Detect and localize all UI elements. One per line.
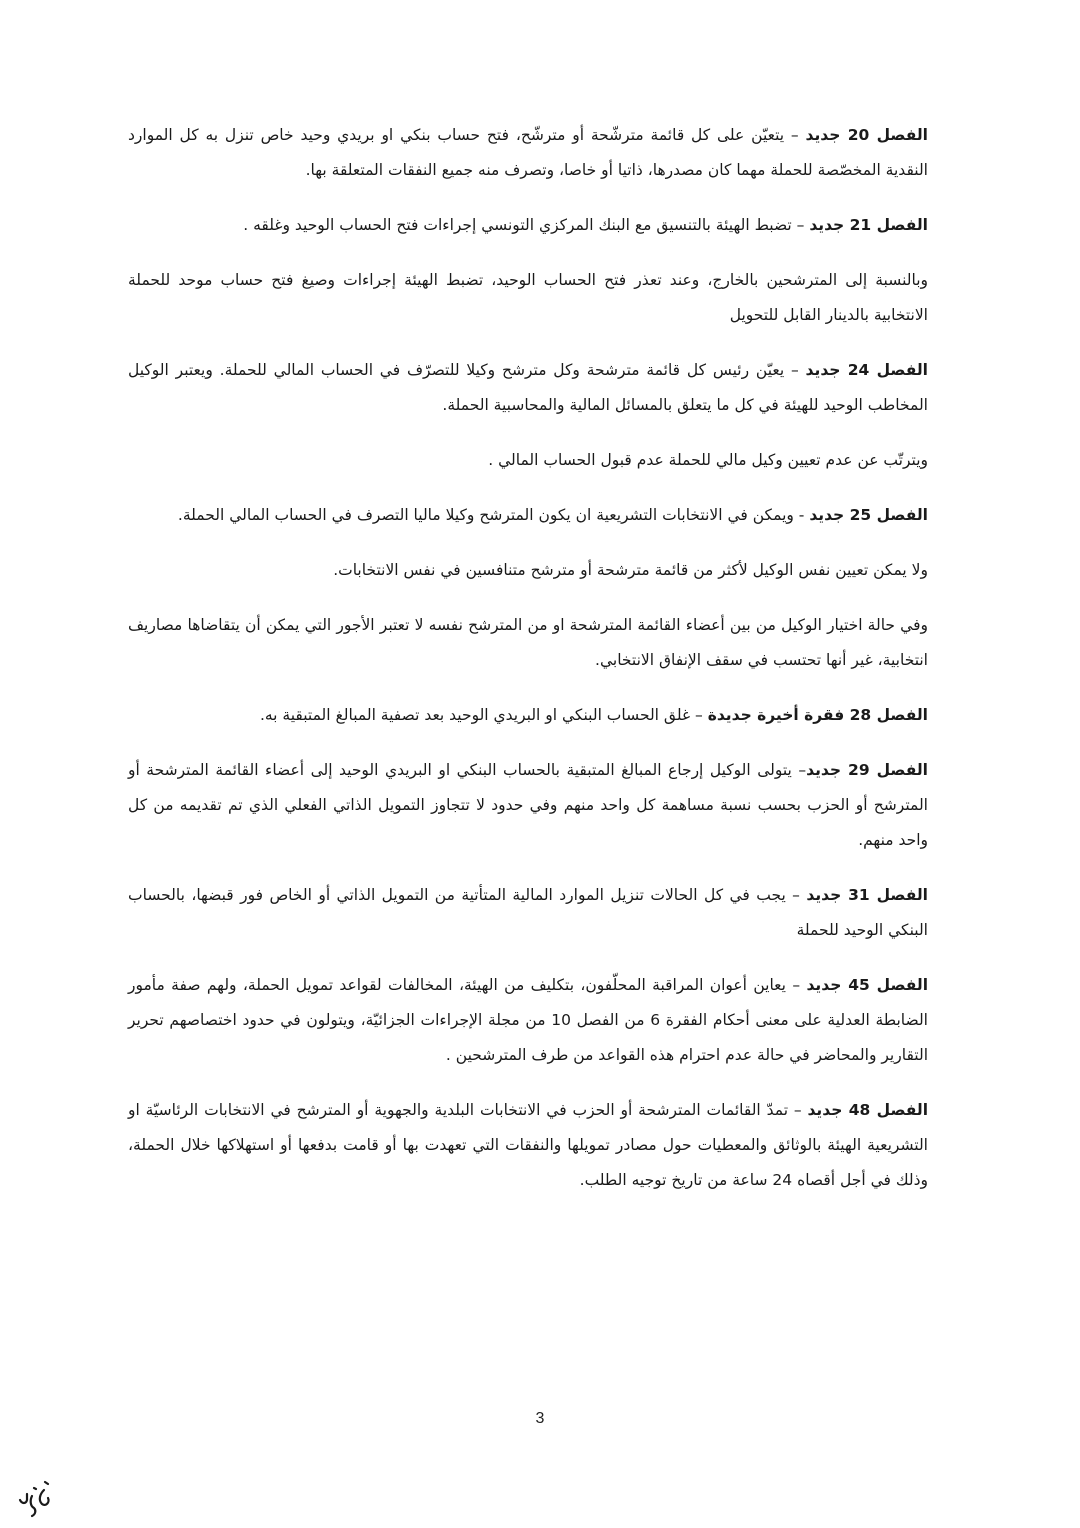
article-45 [128,968,928,1073]
page-number: 3 [535,1410,545,1427]
article-24 [128,353,928,423]
article-heading: الفصل 45 جديد [806,976,929,994]
article-heading: الفصل 29 جديد [806,761,928,779]
article-text: - ويمكن في الانتخابات التشريعية ان يكون المترشح وكيلا ماليا التصرف في الحساب المالي الحملة. [177,506,810,524]
article-25-paragraph-2 [128,553,928,588]
article-48 [128,1093,928,1198]
article-text: – يتعيّن على كل قائمة مترشّحة أو مترشّح، فتح حساب بنكي او بريدي وحيد خاص تنزل به كل الموارد النقدية المخصّصة للحملة مهما كان مصدرها، ذاتيا أو خاصا، وتصرف منه جميع النفقات المتعلقة بها. [128,126,928,179]
article-21-paragraph-2 [128,263,928,333]
article-heading: الفصل 48 جديد [807,1101,929,1119]
article-25 [128,498,928,533]
article-text: – يعيّن رئيس كل قائمة مترشحة وكل مترشح وكيلا للتصرّف في الحساب المالي للحملة. ويعتبر الوكيل المخاطب الوحيد للهيئة في كل ما يتعلق بالمسائل المالية والمحاسبية الحملة. [128,361,928,414]
article-heading: الفصل 24 جديد [805,361,928,379]
article-text: ويترتّب عن عدم تعيين وكيل مالي للحملة عدم قبول الحساب المالي . [488,451,928,469]
article-text: وفي حالة اختيار الوكيل من بين أعضاء القائمة المترشحة او من المترشح نفسه لا تعتبر الأجور التي يمكن أن يتقاضاها مصاريف انتخابية، غير أنها تحتسب في سقف الإنفاق الانتخابي. [128,616,928,669]
article-heading: الفصل 25 جديد [809,506,928,524]
article-text: – تضبط الهيئة بالتنسيق مع البنك المركزي التونسي إجراءات فتح الحساب الوحيد وغلقه . [243,216,810,234]
article-text: – تمدّ القائمات المترشحة أو الحزب في الانتخابات البلدية والجهوية أو المترشح في الانتخابات الرئاسيّة او التشريعية الهيئة بالوثائق والمعطيات حول مصادر تمويلها والنفقات التي تعهدت بها أو قامت بدفعها أو استهلاكها خلال الحملة، وذلك في أجل أقصاه 24 ساعة من تاريخ توجيه الطلب. [128,1101,928,1189]
document-body [128,118,928,1218]
article-text: – يتولى الوكيل إرجاع المبالغ المتبقية بالحساب البنكي او البريدي الوحيد إلى أعضاء القائمة المترشحة أو المترشح أو الحزب بحسب نسبة مساهمة كل واحد منهم وفي حدود لا تتجاوز التمويل الذاتي الفعلي الذي تم تقديمه من كل واحد منهم. [128,761,928,849]
article-text: – يعاين أعوان المراقبة المحلّفون، بتكليف من الهيئة، المخالفات لقواعد تمويل الحملة، ولهم صفة مأمور الضابطة العدلية على معنى أحكام الفقرة 6 من الفصل 10 من مجلة الإجراءات الجزائيّة، ويتولون في حدود اختصاصهم تحرير التقارير والمحاضر في حالة عدم احترام هذه القواعد من طرف المترشحين . [128,976,928,1064]
article-21 [128,208,928,243]
article-text: وبالنسبة إلى المترشحين بالخارج، وعند تعذر فتح الحساب الوحيد، تضبط الهيئة إجراءات وصيغ فتح حساب موحد للحملة الانتخابية بالدينار القابل للتحويل [128,271,928,324]
article-31 [128,878,928,948]
article-text: ولا يمكن تعيين نفس الوكيل لأكثر من قائمة مترشحة أو مترشح متنافسين في نفس الانتخابات. [333,561,928,579]
article-28 [128,698,928,733]
article-heading: الفصل 21 جديد [809,216,928,234]
article-25-paragraph-3 [128,608,928,678]
article-heading: الفصل 20 جديد [805,126,928,144]
article-heading: الفصل 31 جديد [806,886,928,904]
article-text: – غلق الحساب البنكي او البريدي الوحيد بعد تصفية المبالغ المتبقية به. [259,706,708,724]
article-heading: الفصل 28 فقرة أخيرة جديدة [707,706,928,724]
article-29 [128,753,928,858]
article-24-paragraph-2 [128,443,928,478]
handwritten-signature [14,1470,58,1518]
article-text: – يجب في كل الحالات تنزيل الموارد المالية المتأتية من التمويل الذاتي أو الخاص فور قبضها، بالحساب البنكي الوحيد للحملة [128,886,928,939]
article-20 [128,118,928,188]
